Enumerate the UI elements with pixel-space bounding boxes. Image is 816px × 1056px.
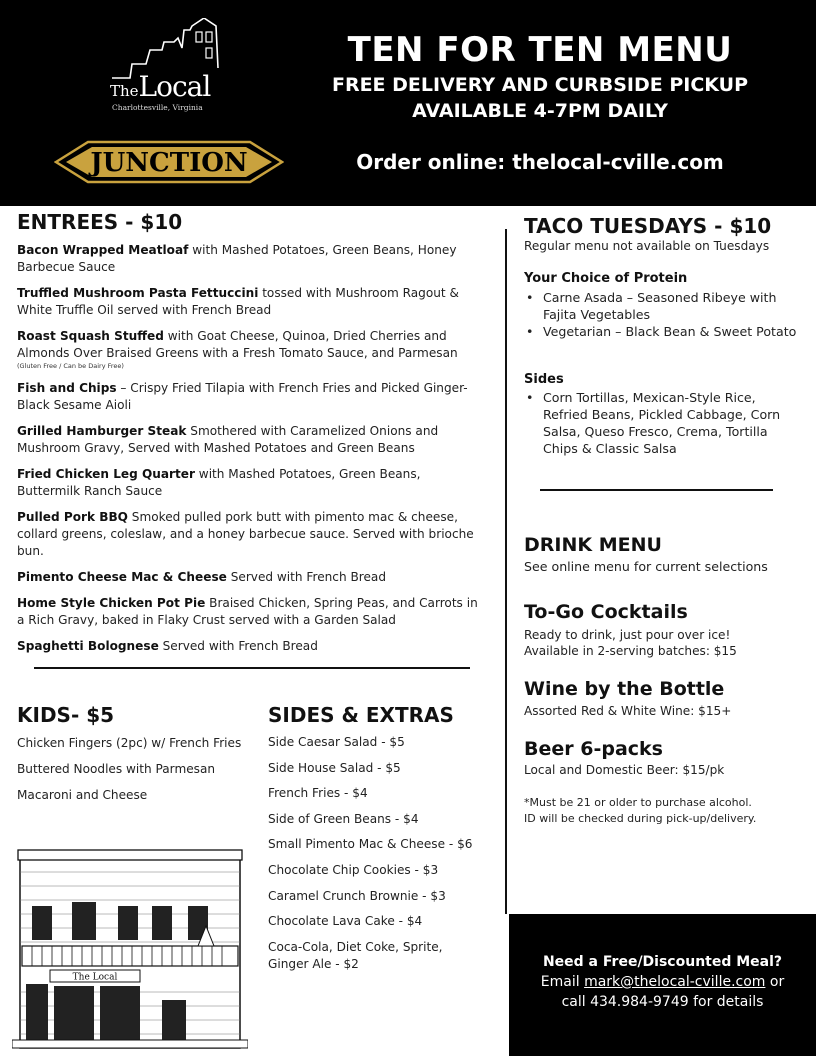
junction-logo bbox=[54, 136, 284, 188]
kids-title: KIDS- $5 bbox=[17, 703, 115, 727]
email-link[interactable]: mark@thelocal-cville.com bbox=[584, 974, 766, 990]
side-item: French Fries - $4 bbox=[268, 786, 368, 801]
taco-protein-list bbox=[524, 289, 799, 340]
cocktails-line-2: Available in 2-serving batches: $15 bbox=[524, 644, 737, 658]
cocktails-heading: To-Go Cocktails bbox=[524, 601, 688, 623]
side-item: Side Caesar Salad - $5 bbox=[268, 735, 405, 749]
entree-item: Grilled Hamburger Steak Smothered with Caramelized Onions and Mushroom Gravy, Served with Mashed Potatoes and Green Beans bbox=[17, 424, 439, 455]
side-item: Chocolate Lava Cake - $4 bbox=[268, 914, 423, 929]
restaurant-building-illustration bbox=[12, 842, 248, 1050]
beer-line: Local and Domestic Beer: $15/pk bbox=[524, 763, 725, 777]
side-item: Small Pimento Mac & Cheese - $6 bbox=[268, 837, 473, 852]
alcohol-disclaimer-1: *Must be 21 or older to purchase alcohol. bbox=[524, 796, 752, 809]
entrees-title: ENTREES - $10 bbox=[17, 210, 183, 234]
side-item: Chocolate Chip Cookies - $3 bbox=[268, 862, 439, 877]
order-online-line: Order online: thelocal-cville.com bbox=[356, 150, 724, 174]
kids-list bbox=[17, 735, 241, 813]
taco-protein-heading: Your Choice of Protein bbox=[524, 271, 688, 286]
beer-heading: Beer 6-packs bbox=[524, 738, 663, 760]
free-meal-heading: Need a Free/Discounted Meal? bbox=[542, 954, 783, 970]
page-subtitle-2: AVAILABLE 4-7PM DAILY bbox=[412, 100, 668, 122]
entree-item: Bacon Wrapped Meatloaf with Mashed Potatoes, Green Beans, Honey Barbecue Sauce bbox=[17, 243, 457, 274]
drink-menu-subtitle: See online menu for current selections bbox=[524, 559, 768, 574]
side-item: Side House Salad - $5 bbox=[268, 760, 401, 775]
menu-header bbox=[0, 0, 816, 206]
entree-item: Truffled Mushroom Pasta Fettuccini tossed with Mushroom Ragout & White Truffle Oil served with French Bread bbox=[17, 286, 459, 317]
kids-item: Buttered Noodles with Parmesan bbox=[17, 762, 216, 776]
sides-list bbox=[268, 734, 473, 981]
page-subtitle-1: FREE DELIVERY AND CURBSIDE PICKUP bbox=[331, 74, 749, 96]
side-item: Coca-Cola, Diet Coke, Sprite, Ginger Ale - $2 bbox=[268, 939, 443, 971]
kids-item: Chicken Fingers (2pc) w/ French Fries bbox=[17, 736, 242, 750]
entree-item: Home Style Chicken Pot Pie Braised Chicken, Spring Peas, and Carrots in a Rich Gravy, baked in Flaky Crust served with a Garden Salad bbox=[17, 596, 478, 627]
wine-heading: Wine by the Bottle bbox=[524, 678, 725, 700]
entrees-list bbox=[17, 242, 487, 664]
taco-sides-list bbox=[524, 389, 799, 457]
kids-item: Macaroni and Cheese bbox=[17, 788, 148, 802]
sides-title: SIDES & EXTRAS bbox=[268, 703, 454, 727]
entree-item: Pimento Cheese Mac & Cheese Served with French Bread bbox=[17, 570, 386, 584]
taco-subtitle: Regular menu not available on Tuesdays bbox=[524, 239, 770, 253]
entree-item: Fried Chicken Leg Quarter with Mashed Potatoes, Green Beans, Buttermilk Ranch Sauce bbox=[17, 467, 421, 498]
free-meal-email-line: Email mark@thelocal-cville.com or bbox=[540, 974, 785, 990]
side-item: Caramel Crunch Brownie - $3 bbox=[268, 888, 446, 903]
entree-item: Spaghetti Bolognese Served with French Bread bbox=[17, 639, 318, 653]
side-item: Side of Green Beans - $4 bbox=[268, 811, 419, 826]
taco-title: TACO TUESDAYS - $10 bbox=[524, 214, 772, 238]
free-meal-call-line: call 434.984-9749 for details bbox=[561, 994, 764, 1010]
drink-menu-title: DRINK MENU bbox=[524, 534, 662, 556]
alcohol-disclaimer-2: ID will be checked during pick-up/delivery. bbox=[524, 812, 757, 825]
protein-item: • Carne Asada – Seasoned Ribeye with Fajita Vegetables bbox=[524, 289, 799, 323]
cocktails-line-1: Ready to drink, just pour over ice! bbox=[524, 628, 731, 642]
entree-note: (Gluten Free / Can be Dairy Free) bbox=[17, 362, 124, 370]
page-title: TEN FOR TEN MENU bbox=[347, 30, 733, 70]
taco-divider bbox=[540, 489, 773, 491]
column-divider bbox=[505, 229, 507, 914]
taco-sides-heading: Sides bbox=[524, 372, 564, 387]
taco-sides-item: • Corn Tortillas, Mexican-Style Rice, Refried Beans, Pickled Cabbage, Corn Salsa, Queso Fresco, Crema, Tortilla Chips & Classic Salsa bbox=[524, 389, 799, 457]
junction-logo-text: JUNCTION bbox=[90, 148, 248, 178]
wine-line: Assorted Red & White Wine: $15+ bbox=[524, 704, 732, 718]
protein-item: • Vegetarian – Black Bean & Sweet Potato bbox=[524, 323, 799, 340]
logo-city: Charlottesville, Virginia bbox=[112, 103, 203, 112]
entree-item: Pulled Pork BBQ Smoked pulled pork butt with pimento mac & cheese, collard greens, coleslaw, and a honey barbecue sauce. Served with brioche bun. bbox=[17, 510, 474, 558]
building-sign: The Local bbox=[72, 972, 118, 983]
entree-item: Fish and Chips – Crispy Fried Tilapia with French Fries and Picked Ginger-Black Sesame Aioli bbox=[17, 381, 468, 412]
local-logo-wordmark: TheLocal bbox=[110, 70, 211, 103]
free-meal-box bbox=[509, 914, 816, 1056]
entree-item: Roast Squash Stuffed with Goat Cheese, Quinoa, Dried Cherries and Almonds Over Braised Greens with a Fresh Tomato Sauce, and Parmesan (Gluten Free / Can be Dairy Free) bbox=[17, 328, 487, 371]
entrees-divider bbox=[34, 667, 470, 669]
